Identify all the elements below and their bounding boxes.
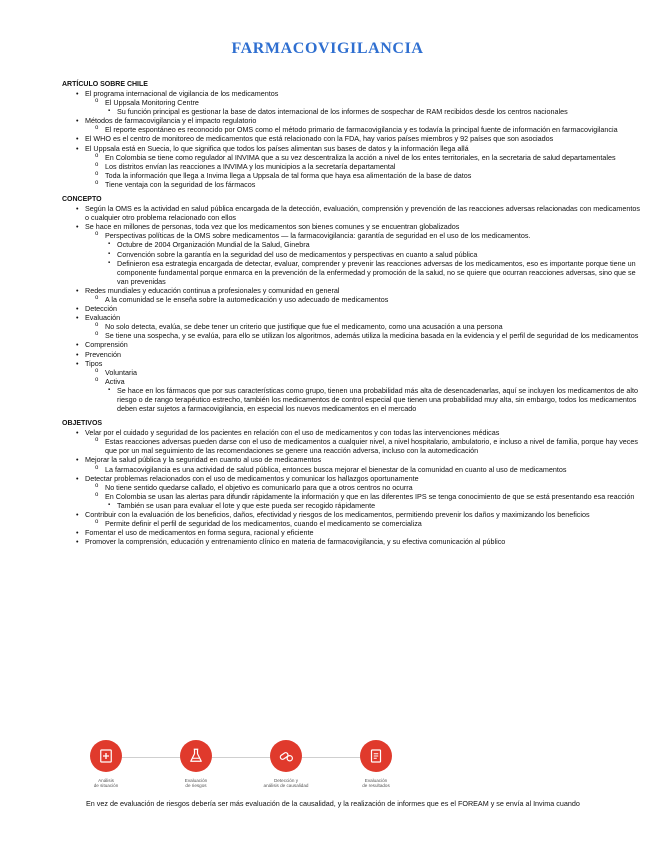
list-item: • Contribuir con la evaluación de los beneficios, daños, efectividad y riesgos de los medicamentos, permitiendo prevenir los daños y maximizando los beneficios o Permite definir el perfil de seguridad de los medicamentos, cuando el medicamento se comercializa [62, 510, 640, 528]
prescription-document-icon [360, 740, 392, 772]
document-body [62, 80, 640, 552]
list-item: • Detección [62, 304, 640, 313]
list-item: • Comprensión [62, 340, 640, 349]
list-item: • Se hace en millones de personas, toda vez que los medicamentos son bienes comunes y se encuentran globalizados o Perspectivas políticas de la OMS sobre medicamentos — la farmacovigilancia: garantía de seguridad en el uso de los medicamentos. ▪ Octubre de 2004 Organización Mundial de la Salud, Ginebra ▪ Convención sobre la garantía en la seguridad del uso de medicamentos y perspectivas en cuanto a salud pública ▪ Definieron esa estrategia encargada de detectar, evaluar, comprender y prevenir las reacciones adversas de los medicamentos, eso es importante porque tiene un componente fundamental porque enmarca en la prevención de la enfermedad y promoción de la salud, no se quiere que ocurran reacciones adversas, sino que se van prevenidas [62, 222, 640, 286]
list-item: o En Colombia se usan las alertas para difundir rápidamente la información y que en las diferentes IPS se tenga conocimiento de que se está presentando esa reacción ▪ También se usan para evaluar el lote y que este pueda ser recogido rápidamente [85, 492, 640, 510]
list-item: • Prevención [62, 350, 640, 359]
list-item: ▪ También se usan para evaluar el lote y que este pueda ser recogido rápidamente [105, 501, 640, 510]
list-item: • El WHO es el centro de monitoreo de medicamentos que está relacionado con la FDA, hay varios países miembros y 92 países que son asociados [62, 134, 640, 143]
list-item: ▪ Definieron esa estrategia encargada de detectar, evaluar, comprender y prevenir las reacciones adversas de los medicamentos, eso es importante porque tiene un componente fundamental porque enmarca en la prevención de la enfermedad y promoción de la salud, no se quiere que ocurran reacciones adversas, sino que se van prevenidas [105, 259, 640, 286]
section-heading: OBJETIVOS [62, 420, 103, 428]
list-item: • Fomentar el uso de medicamentos en forma segura, racional y eficiente [62, 528, 640, 537]
process-step [336, 740, 416, 789]
list-item: • Evaluación o No solo detecta, evalúa, se debe tener un criterio que justifique que fue el medicamento, como una acusación a una persona o Se tiene una sospecha, y se evalúa, para ello se utilizan los algoritmos, además utiliza la medicina basada en la evidencia y el perfil de seguridad de los medicamentos [62, 313, 640, 340]
process-icons-figure [86, 740, 396, 800]
process-step-label: Detección y análisis de causalidad [263, 778, 309, 789]
list-item: • Métodos de farmacovigilancia y el impacto regulatorio o El reporte espontáneo es reconocido por OMS como el método primario de farmacovigilancia y es todavía la principal fuente de información en farmacovigilancia [62, 116, 640, 134]
list-item: o El reporte espontáneo es reconocido por OMS como el método primario de farmacovigilancia y es todavía la principal fuente de información en farmacovigilancia [85, 125, 640, 134]
list-item: o Se tiene una sospecha, y se evalúa, para ello se utilizan los algoritmos, además utiliza la medicina basada en la evidencia y el perfil de seguridad de los medicamentos [85, 331, 640, 340]
pills-icon [270, 740, 302, 772]
list-item: • El Uppsala está en Suecia, lo que significa que todos los países alimentan sus bases de datos y la información llega allá o En Colombia se tiene como regulador al INVIMA que a su vez descentraliza la acción a nivel de los entes territoriales, en la secretaria de salud departamentales o Los distritos envían las reacciones a INVIMA y los municipios a la secretaría departamental o Toda la información que llega a Invima llega a Uppsala de tal forma que haya esa alimentación de la base de datos o Tiene ventaja con la seguridad de los fármacos [62, 144, 640, 189]
list-item: o Perspectivas políticas de la OMS sobre medicamentos — la farmacovigilancia: garantía de seguridad en el uso de los medicamentos. ▪ Octubre de 2004 Organización Mundial de la Salud, Ginebra ▪ Convención sobre la garantía en la seguridad del uso de medicamentos y perspectivas en cuanto a salud pública ▪ Definieron esa estrategia encargada de detectar, evaluar, comprender y prevenir las reacciones adversas de los medicamentos, eso es importante porque tiene un componente fundamental porque enmarca en la prevención de la enfermedad y promoción de la salud, no se quiere que ocurran reacciones adversas, sino que se van prevenidas [85, 231, 640, 286]
process-step [156, 740, 236, 789]
list-item: o Estas reacciones adversas pueden darse con el uso de medicamentos a cualquier nivel, a nivel hospitalario, ambulatorio, e incluso a nivel de familia, porque hay veces que por un mal seguimiento de las recomendaciones se genere una reacción adversa, incluso con la automedicación [85, 437, 640, 455]
list-item: ▪ Octubre de 2004 Organización Mundial de la Salud, Ginebra [105, 240, 640, 249]
list-item: ▪ Su función principal es gestionar la base de datos internacional de los informes de sospechar de RAM recibidos desde los centros nacionales [105, 107, 640, 116]
list-item: o Permite definir el perfil de seguridad de los medicamentos, cuando el medicamento se comercializa [85, 519, 640, 528]
list-item: • Redes mundiales y educación continua a profesionales y comunidad en general o A la comunidad se le enseña sobre la automedicación y uso adecuado de medicamentos [62, 286, 640, 304]
list-item: ▪ Se hace en los fármacos que por sus características como grupo, tienen una probabilidad más alta de desencadenarlas, aquí se incluyen los medicamentos de alto riesgo o de rango terapéutico estrecho, también los medicamentos de control especial que tienen una probabilidad muy alta, sin embargo, todos los medicamentos deben estar sujetos a farmacovigilancia, en especial los nuevos medicamentos en el mercado [105, 386, 640, 413]
list-item: • Velar por el cuidado y seguridad de los pacientes en relación con el uso de medicamentos y con todas las intervenciones médicas o Estas reacciones adversas pueden darse con el uso de medicamentos a cualquier nivel, a nivel hospitalario, ambulatorio, e incluso a nivel de familia, porque hay veces que por un mal seguimiento de las recomendaciones se genere una reacción adversa, incluso con la automedicación [62, 428, 640, 455]
list-item: • Tipos o Voluntaria o Activa ▪ Se hace en los fármacos que por sus características como grupo, tienen una probabilidad más alta de desencadenarlas, aquí se incluyen los medicamentos de alto riesgo o de rango terapéutico estrecho, también los medicamentos de control especial que tienen una probabilidad muy alta, sin embargo, todos los medicamentos deben estar sujetos a farmacovigilancia, en especial los nuevos medicamentos en el mercado [62, 359, 640, 414]
list-item: o Voluntaria [85, 368, 640, 377]
process-step-label: Evaluación de resultados [362, 778, 390, 789]
list-item: o No solo detecta, evalúa, se debe tener un criterio que justifique que fue el medicamento, como una acusación a una persona [85, 322, 640, 331]
list-item: o A la comunidad se le enseña sobre la automedicación y uso adecuado de medicamentos [85, 295, 640, 304]
list-item: o Toda la información que llega a Invima llega a Uppsala de tal forma que haya esa alimentación de la base de datos [85, 171, 640, 180]
list-item: • Mejorar la salud pública y la seguridad en cuanto al uso de medicamentos o La farmacovigilancia es una actividad de salud pública, entonces busca mejorar el bienestar de la comunidad en cuanto al uso de medicamentos [62, 455, 640, 473]
process-step [66, 740, 146, 789]
list-item: o Tiene ventaja con la seguridad de los fármacos [85, 180, 640, 189]
process-step-label: Análisis de situación [93, 778, 119, 789]
list-item: o Activa ▪ Se hace en los fármacos que por sus características como grupo, tienen una probabilidad más alta de desencadenarlas, aquí se incluyen los medicamentos de alto riesgo o de rango terapéutico estrecho, también los medicamentos de control especial que tienen una probabilidad muy alta, sin embargo, todos los medicamentos deben estar sujetos a farmacovigilancia, en especial los nuevos medicamentos en el mercado [85, 377, 640, 413]
process-step [246, 740, 326, 789]
footer-paragraph: En vez de evaluación de riesgos debería ser más evaluación de la causalidad, y la realización de informes que es el FOREAM y se envía al Invima cuando [86, 799, 580, 808]
section-articulo [62, 80, 640, 189]
lab-flask-icon [180, 740, 212, 772]
list-item: o La farmacovigilancia es una actividad de salud pública, entonces busca mejorar el bienestar de la comunidad en cuanto al uso de medicamentos [85, 465, 640, 474]
list-item: o En Colombia se tiene como regulador al INVIMA que a su vez descentraliza la acción a nivel de los entes territoriales, en la secretaria de salud departamentales [85, 153, 640, 162]
section-heading: CONCEPTO [62, 196, 102, 204]
section-concepto [62, 195, 640, 413]
list-item: • Según la OMS es la actividad en salud pública encargada de la detección, evaluación, comprensión y prevención de las reacciones adversas relacionadas con medicamentos o cualquier otro problema relacionado con ellos [62, 204, 640, 222]
medicine-cabinet-icon [90, 740, 122, 772]
list-item: o Los distritos envían las reacciones a INVIMA y los municipios a la secretaría departamental [85, 162, 640, 171]
section-objetivos [62, 419, 640, 546]
process-step-label: Evaluación de riesgos [184, 778, 208, 789]
page-title: FARMACOVIGILANCIA [231, 40, 424, 57]
list-item: o El Uppsala Monitoring Centre ▪ Su función principal es gestionar la base de datos internacional de los informes de sospechar de RAM recibidos desde los centros nacionales [85, 98, 640, 116]
list-item: • Promover la comprensión, educación y entrenamiento clínico en materia de farmacovigilancia, y su efectiva comunicación al público [62, 537, 640, 546]
list-item: ▪ Convención sobre la garantía en la seguridad del uso de medicamentos y perspectivas en cuanto a salud pública [105, 250, 640, 259]
list-item: o No tiene sentido quedarse callado, el objetivo es comunicarlo para que a otros centros no ocurra [85, 483, 640, 492]
list-item: • Detectar problemas relacionados con el uso de medicamentos y comunicar los hallazgos oportunamente o No tiene sentido quedarse callado, el objetivo es comunicarlo para que a otros centros no ocurra o En Colombia se usan las alertas para difundir rápidamente la información y que en las diferentes IPS se tenga conocimiento de que se está presentando esa reacción ▪ También se usan para evaluar el lote y que este pueda ser recogido rápidamente [62, 474, 640, 510]
list-item: • El programa internacional de vigilancia de los medicamentos o El Uppsala Monitoring Centre ▪ Su función principal es gestionar la base de datos internacional de los informes de sospechar de RAM recibidos desde los centros nacionales [62, 89, 640, 116]
section-heading: ARTÍCULO SOBRE CHILE [62, 81, 148, 88]
